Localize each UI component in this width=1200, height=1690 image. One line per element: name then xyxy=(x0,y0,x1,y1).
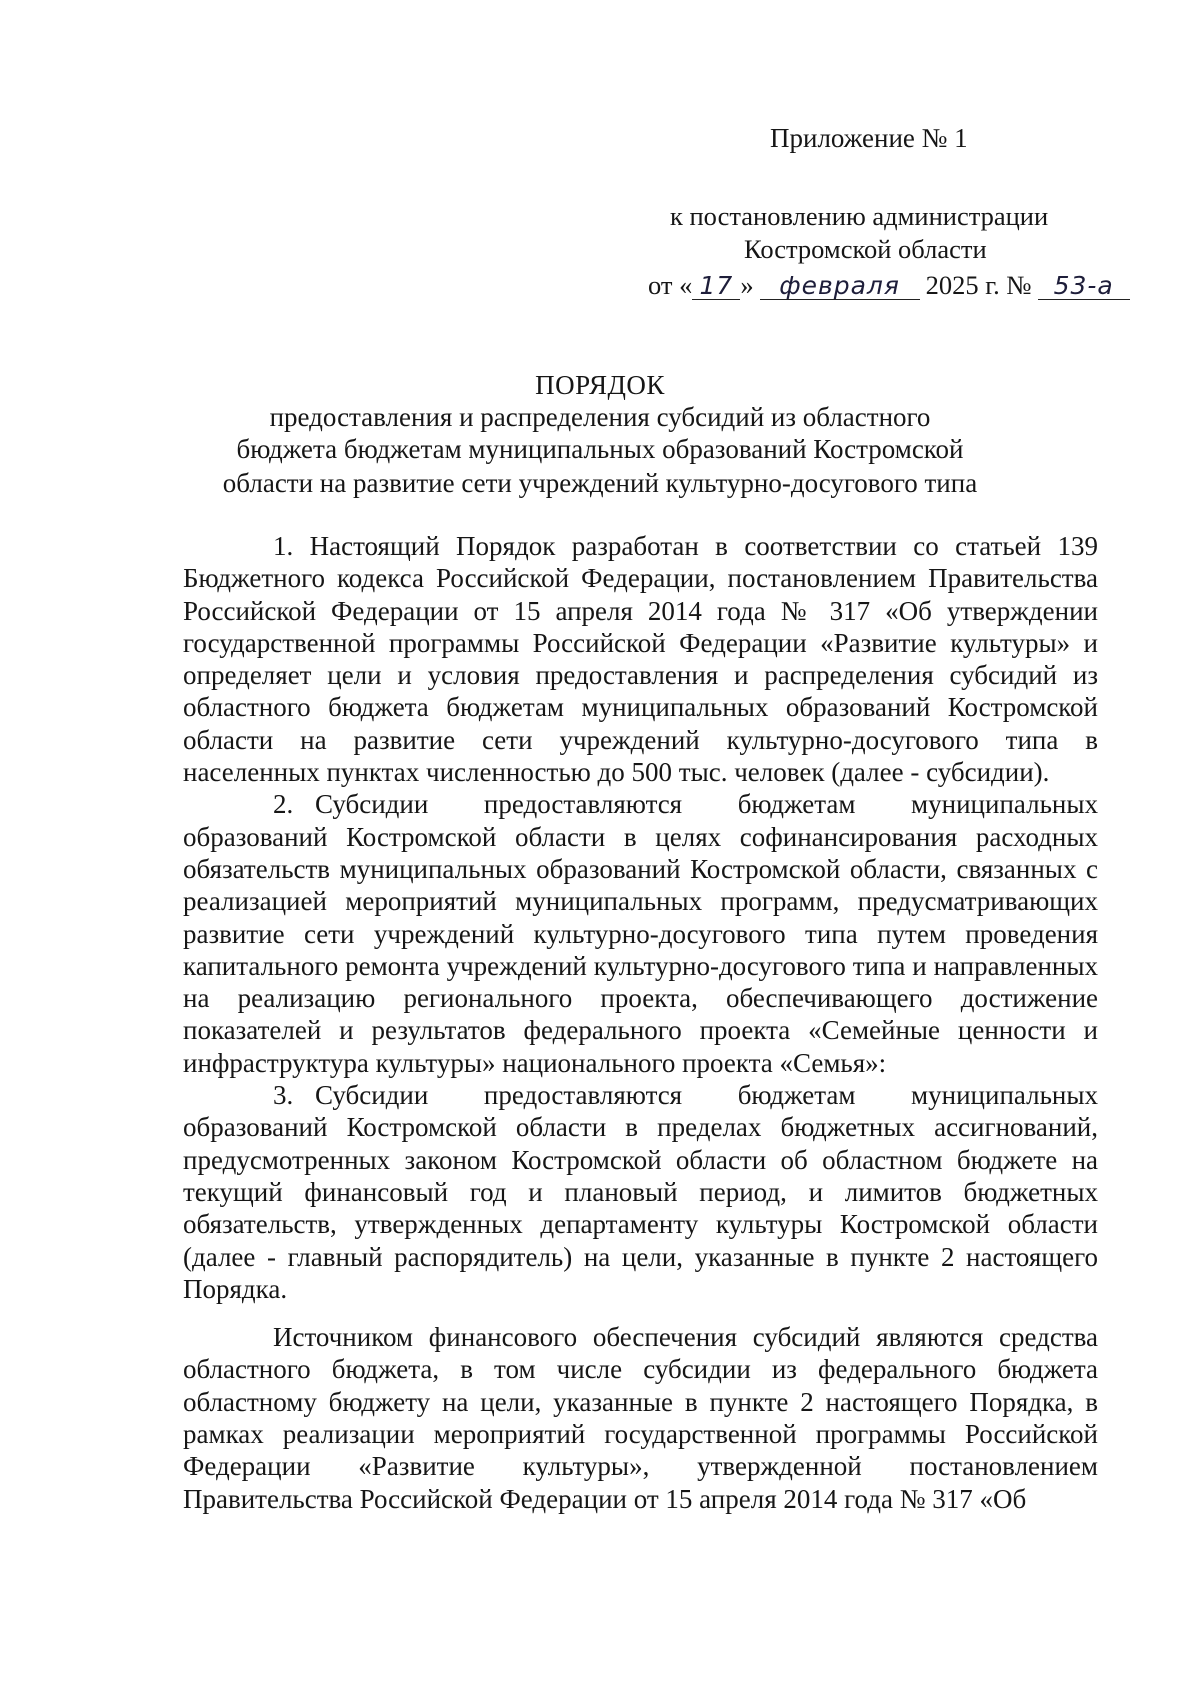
handwritten-month: февраля xyxy=(760,273,920,300)
decree-reference-line2: Костромской области xyxy=(744,234,987,264)
document-title: ПОРЯДОК xyxy=(535,370,665,400)
date-year: 2025 г. № xyxy=(925,270,1032,300)
paragraph-3-text: Субсидии предоставляются бюджетам муниципальных образований Костромской области в пределах бюджетных ассигнований, предусмотренных законом Костромской области об областном бюджете на текущий финансовый год и плановый период, и лимитов бюджетных обязательств, утвержденных департаменту культуры Костромской области (далее - главный распорядитель) на цели, указанные в пункте 2 настоящего Порядка. xyxy=(183,1080,1098,1304)
paragraph-2-text: Субсидии предоставляются бюджетам муниципальных образований Костромской области в целях софинансирования расходных обязательств муниципальных образований Костромской области, связанных с реализацией мероприятий муниципальных программ, предусматривающих развитие сети учреждений культурно-досугового типа путем проведения капитального ремонта учреждений культурно-досугового типа и направленных на реализацию регионального проекта, обеспечивающего достижение показателей и результатов федерального проекта «Семейные ценности и инфраструктура культуры» национального проекта «Семья»: xyxy=(183,789,1098,1078)
document-subtitle-line1: предоставления и распределения субсидий из областного xyxy=(269,402,931,432)
paragraph-2 xyxy=(183,788,1098,1079)
document-body xyxy=(183,530,1098,1515)
paragraph-3 xyxy=(183,1079,1098,1305)
date-close-quote: » xyxy=(740,270,754,300)
handwritten-decree-number: 53-а xyxy=(1038,273,1130,300)
handwritten-day: 17 xyxy=(692,273,740,300)
paragraph-4: Источником финансового обеспечения субсидий являются средства областного бюджета, в том числе субсидии из федерального бюджета областному бюджету на цели, указанные в пункте 2 настоящего Порядка, в рамках реализации мероприятий государственной программы Российской Федерации «Развитие культуры», утвержденной постановлением Правительства Российской Федерации от 15 апреля 2014 года № 317 «Об xyxy=(183,1322,1098,1514)
decree-reference-line1: к постановлению администрации xyxy=(670,201,1049,231)
document-subtitle-line2: бюджета бюджетам муниципальных образований Костромской xyxy=(236,434,964,464)
document-subtitle-line3: области на развитие сети учреждений культурно-досугового типа xyxy=(222,468,978,498)
paragraph-3-number: 3. xyxy=(273,1080,294,1111)
paragraph-2-number: 2. xyxy=(273,789,294,820)
paragraph-1: 1. Настоящий Порядок разработан в соответствии со статьей 139 Бюджетного кодекса Российской Федерации, постановлением Правительства Российской Федерации от 15 апреля 2014 года № 317 «Об утверждении государственной программы Российской Федерации «Развитие культуры» и определяет цели и условия предоставления и распределения субсидий из областного бюджета бюджетам муниципальных образований Костромской области на развитие сети учреждений культурно-досугового типа в населенных пунктах численностью до 500 тыс. человек (далее - субсидии). xyxy=(183,531,1098,788)
appendix-label: Приложение № 1 xyxy=(770,123,968,153)
date-prefix: от « xyxy=(648,270,693,300)
decree-date-line xyxy=(648,270,1130,301)
